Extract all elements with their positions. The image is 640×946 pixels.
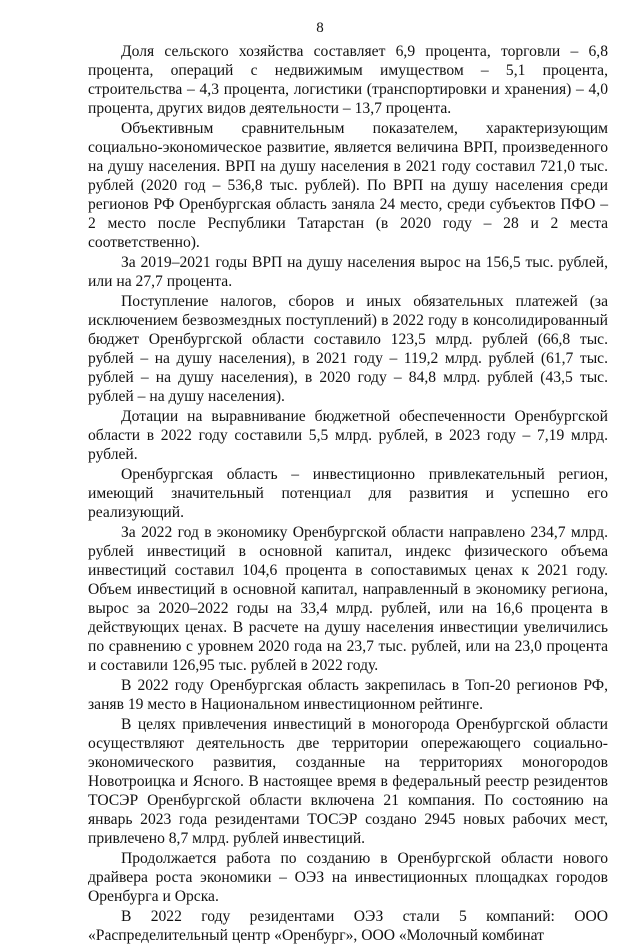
paragraph-investment-rating: В 2022 году Оренбургская область закрепилась в Топ-20 регионов РФ, заняв 19 место в Национальном инвестиционном рейтинге. [88, 677, 608, 713]
paragraph-investment-attractiveness: Оренбургская область – инвестиционно привлекательный регион, имеющий значительный потенциал для развития и успешно его реализующий. [88, 466, 608, 521]
paragraph-tosep: В целях привлечения инвестиций в моногорода Оренбургской области осуществляют деятельность две территории опережающего социально-экономического развития, созданные на территориях моногородов Новотроицка и Ясного. В настоящее время в федеральный реестр резидентов ТОСЭР Оренбургской области включена 21 компания. По состоянию на январь 2023 года резидентами ТОСЭР создано 2945 новых рабочих мест, привлечено 8,7 млрд. рублей инвестиций. [88, 716, 608, 847]
paragraph-investment-2022: За 2022 год в экономику Оренбургской области направлено 234,7 млрд. рублей инвестиций в основной капитал, индекс физического объема инвестиций составил 104,6 процента в сопоставимых ценах к 2021 году. Объем инвестиций в основной капитал, направленный в экономику региона, вырос за 2020–2022 годы на 33,4 млрд. рублей, или на 16,6 процента в действующих ценах. В расчете на душу населения инвестиции увеличились по сравнению с уровнем 2020 года на 23,7 тыс. рублей, или на 23,0 процента и составили 126,95 тыс. рублей в 2022 году. [88, 524, 608, 674]
paragraph-grp-per-capita: Объективным сравнительным показателем, характеризующим социально-экономическое развитие, является величина ВРП, произведенного на душу населения. ВРП на душу населения в 2021 году составил 721,0 тыс. рублей (2020 год – 536,8 тыс. рублей). По ВРП на душу населения среди регионов РФ Оренбургская область заняла 24 место, среди субъектов ПФО – 2 место после Республики Татарстан (в 2020 году – 28 и 2 места соответственно). [88, 120, 608, 251]
page-number: 8 [316, 20, 324, 36]
paragraph-grp-growth: За 2019–2021 годы ВРП на душу населения вырос на 156,5 тыс. рублей, или на 27,7 процента. [88, 254, 608, 290]
paragraph-subsidies: Дотации на выравнивание бюджетной обеспеченности Оренбургской области в 2022 году составили 5,5 млрд. рублей, в 2023 году – 7,19 млрд. рублей. [88, 408, 608, 463]
paragraph-agriculture-share: Доля сельского хозяйства составляет 6,9 процента, торговли – 6,8 процента, операций с недвижимым имуществом – 5,1 процента, строительства – 4,3 процента, логистики (транспортировки и хранения) – 4,0 процента, других видов деятельности – 13,7 процента. [88, 43, 608, 117]
paragraph-sez-residents: В 2022 году резидентами ОЭЗ стали 5 компаний: ООО «Распределительный центр «Оренбург», ООО «Молочный комбинат [88, 908, 608, 944]
paragraph-tax-revenue: Поступление налогов, сборов и иных обязательных платежей (за исключением безвозмездных поступлений) в 2022 году в консолидированный бюджет Оренбургской области составило 123,5 млрд. рублей (66,8 тыс. рублей – на душу населения), в 2021 году – 119,2 млрд. рублей (61,7 тыс. рублей – на душу населения), в 2020 году – 84,8 млрд. рублей (43,5 тыс. рублей – на душу населения). [88, 293, 608, 405]
document-body [88, 42, 608, 946]
paragraph-sez: Продолжается работа по созданию в Оренбургской области нового драйвера роста экономики – ОЭЗ на инвестиционных площадках городов Оренбурга и Орска. [88, 850, 608, 905]
